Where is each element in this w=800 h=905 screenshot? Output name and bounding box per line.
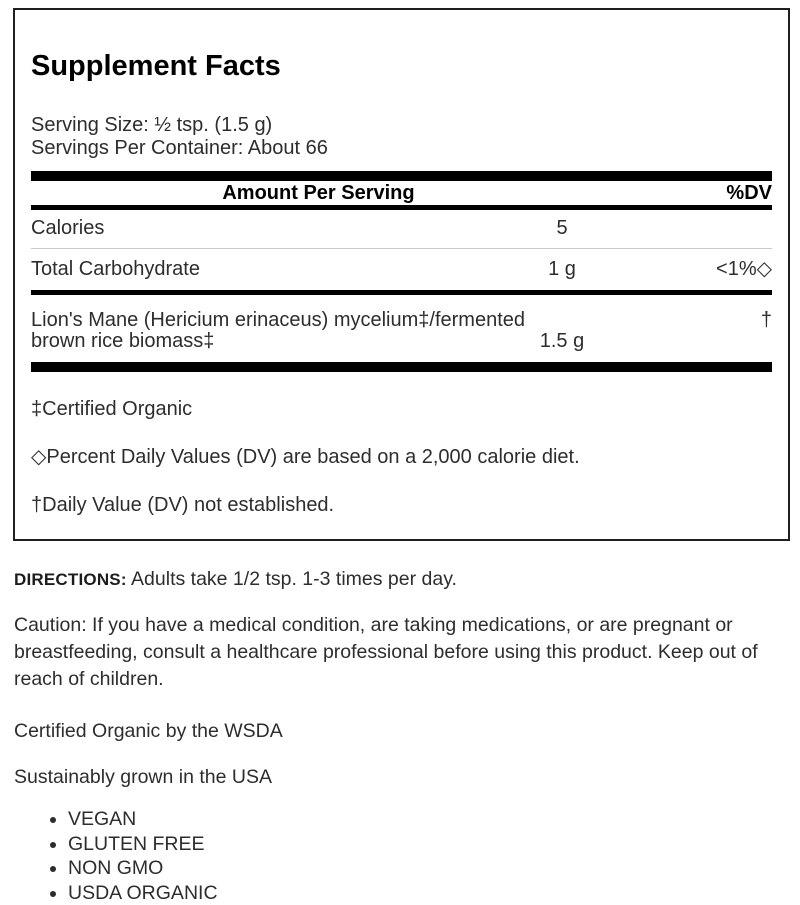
nutrient-amount: 1 g bbox=[472, 259, 652, 280]
table-header-row bbox=[31, 181, 772, 205]
ingredient-name-line1: Lion's Mane (Hericium erinaceus) mycelium‡/fermented bbox=[31, 310, 772, 331]
servings-per-container: Servings Per Container: About 66 bbox=[31, 137, 772, 160]
certified-organic-line: Certified Organic by the WSDA bbox=[14, 718, 792, 744]
directions-paragraph bbox=[14, 566, 792, 593]
ingredient-name-line2: brown rice biomass‡ bbox=[31, 331, 772, 352]
badge-usda-organic: • USDA ORGANIC bbox=[68, 881, 792, 905]
footnote-daily-value: †Daily Value (DV) not established. bbox=[31, 494, 772, 516]
supplement-facts-panel bbox=[13, 8, 790, 541]
nutrient-dv: <1%◇ bbox=[652, 259, 772, 280]
badge-gluten-free: • GLUTEN FREE bbox=[68, 832, 792, 857]
ingredient-row-lions-mane bbox=[31, 295, 772, 362]
footnote-certified-organic: ‡Certified Organic bbox=[31, 398, 772, 420]
amount-per-serving-header: Amount Per Serving bbox=[31, 182, 606, 205]
serving-size: Serving Size: ½ tsp. (1.5 g) bbox=[31, 114, 772, 137]
nutrient-name: Calories bbox=[31, 218, 472, 239]
sustainably-grown-line: Sustainably grown in the USA bbox=[14, 764, 792, 790]
product-details-section bbox=[14, 566, 792, 905]
badge-non-gmo: • NON GMO bbox=[68, 856, 792, 881]
nutrient-row-calories bbox=[31, 210, 772, 248]
divider-bar-bottom bbox=[31, 362, 772, 372]
nutrient-dv bbox=[652, 218, 772, 239]
nutrient-amount: 5 bbox=[472, 218, 652, 239]
serving-info bbox=[31, 114, 772, 160]
badge-vegan: • VEGAN bbox=[68, 807, 792, 832]
nutrient-name: Total Carbohydrate bbox=[31, 259, 472, 280]
divider-bar-top bbox=[31, 171, 772, 181]
directions-label: DIRECTIONS: bbox=[14, 570, 127, 589]
badge-list bbox=[14, 807, 792, 905]
supplement-facts-title: Supplement Facts bbox=[31, 52, 772, 81]
percent-dv-header: %DV bbox=[606, 182, 772, 205]
ingredient-dv: † bbox=[761, 310, 772, 331]
nutrient-row-total-carbohydrate bbox=[31, 249, 772, 290]
directions-text: Adults take 1/2 tsp. 1-3 times per day. bbox=[127, 568, 457, 590]
caution-paragraph: Caution: If you have a medical condition, are taking medications, or are pregnant or breastfeeding, consult a healthcare professional before using this product. Keep out of reach of children. bbox=[14, 612, 792, 693]
ingredient-amount: 1.5 g bbox=[472, 331, 652, 352]
footnote-percent-dv: ◇Percent Daily Values (DV) are based on a 2,000 calorie diet. bbox=[31, 446, 772, 468]
